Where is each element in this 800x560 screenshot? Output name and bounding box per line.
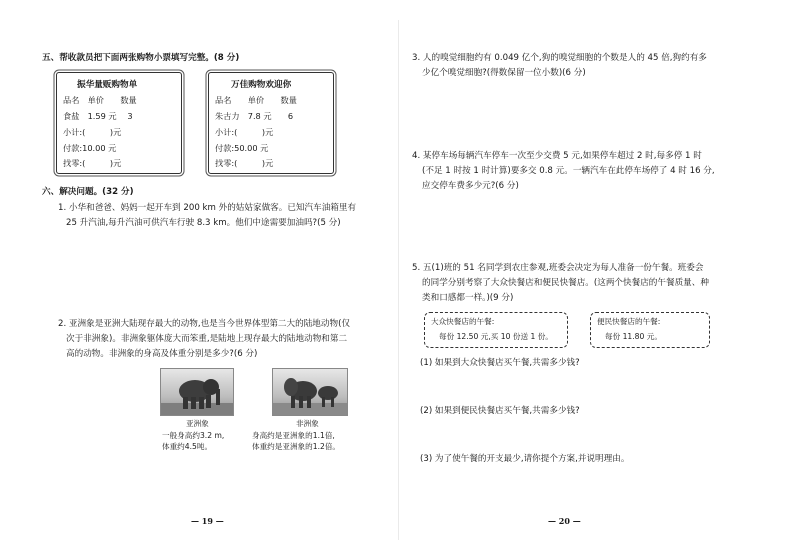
receipt1-line1: 食盐 1.59 元 3 bbox=[63, 111, 133, 121]
receipt1-payment: 付款:10.00 元 bbox=[63, 143, 117, 153]
receipt1-header: 品名 单价 数量 bbox=[63, 95, 137, 105]
q5-sub2: (2) 如果到便民快餐店买午餐,共需多少钱? bbox=[420, 406, 580, 416]
q2-line1: 2. 亚洲象是亚洲大陆现存最大的动物,也是当今世界体型第二大的陆地动物(仅 bbox=[58, 319, 351, 329]
q1-line2: 25 升汽油,每升汽油可供汽车行驶 8.3 km。他们中途需要加油吗?(5 分) bbox=[66, 218, 341, 228]
receipt2-payment: 付款:50.00 元 bbox=[215, 143, 269, 153]
q5-line2: 的同学分别考察了大众快餐店和便民快餐店。(这两个快餐店的午餐质量、种 bbox=[422, 278, 709, 288]
asian-elephant-label: 亚洲象 bbox=[186, 419, 209, 428]
section5-title: 五、帮收款员把下面两张购物小票填写完整。(8 分) bbox=[42, 53, 240, 63]
asian-elephant-icon bbox=[161, 369, 233, 415]
asian-elephant-weight: 体重约4.5吨。 bbox=[162, 442, 213, 451]
asian-elephant-photo bbox=[160, 368, 234, 416]
african-elephant-weight: 体重约是亚洲象的1.2倍。 bbox=[252, 442, 341, 451]
receipt-wanjia bbox=[208, 72, 334, 174]
q4-line3: 应交停车费多少元?(6 分) bbox=[422, 181, 519, 191]
q5-line1: 5. 五(1)班的 51 名同学到农庄参观,班委会决定为每人准备一份午餐。班委会 bbox=[412, 263, 704, 273]
african-elephant-icon bbox=[273, 369, 347, 415]
dazhong-canteen-price: 每份 12.50 元,买 10 份送 1 份。 bbox=[439, 332, 553, 341]
receipt-zhenhua bbox=[56, 72, 182, 174]
african-elephant-photo bbox=[272, 368, 348, 416]
q1-line1: 1. 小华和爸爸、妈妈一起开车到 200 km 外的姑姑家做客。已知汽车油箱里有 bbox=[58, 203, 357, 213]
receipt1-title: 振华量贩购物单 bbox=[77, 80, 138, 90]
q2-line2: 次于非洲象)。非洲象躯体庞大而笨重,是陆地上现存最大的陆地动物和第二 bbox=[66, 334, 348, 344]
page-divider bbox=[398, 20, 399, 540]
q4-line2: (不足 1 时按 1 时计算)要多交 0.8 元。一辆汽车在此停车场停了 4 时 16 分, bbox=[422, 166, 715, 176]
receipt2-subtotal: 小计:( )元 bbox=[215, 127, 274, 137]
receipt1-subtotal: 小计:( )元 bbox=[63, 127, 122, 137]
receipt2-header: 品名 单价 数量 bbox=[215, 95, 297, 105]
bianmin-canteen-price: 每份 11.80 元。 bbox=[605, 332, 662, 341]
receipt2-title: 万佳购物欢迎你 bbox=[231, 80, 292, 90]
bianmin-canteen-title: 便民快餐店的午餐: bbox=[597, 317, 661, 326]
q5-sub1: (1) 如果到大众快餐店买午餐,共需多少钱? bbox=[420, 358, 580, 368]
receipt2-line1: 朱古力 7.8 元 6 bbox=[215, 111, 294, 121]
asian-elephant-height: 一般身高约3.2 m, bbox=[162, 431, 225, 440]
q2-line3: 高的动物。非洲象的身高及体重分别是多少?(6 分) bbox=[66, 349, 258, 359]
page-number-right: — 20 — bbox=[548, 516, 581, 526]
african-elephant-height: 身高约是亚洲象的1.1倍, bbox=[252, 431, 335, 440]
bianmin-canteen-box bbox=[590, 312, 710, 348]
q3-line2: 少亿个嗅觉细胞?(得数保留一位小数)(6 分) bbox=[422, 68, 586, 78]
section6-title: 六、解决问题。(32 分) bbox=[42, 187, 134, 197]
q4-line1: 4. 某停车场每辆汽车停车一次至少交费 5 元,如果停车超过 2 时,每多停 1 时 bbox=[412, 151, 702, 161]
african-elephant-label: 非洲象 bbox=[296, 419, 319, 428]
dazhong-canteen-box bbox=[424, 312, 568, 348]
dazhong-canteen-title: 大众快餐店的午餐: bbox=[431, 317, 495, 326]
receipt2-change: 找零:( )元 bbox=[215, 158, 274, 168]
page-number-left: — 19 — bbox=[191, 516, 224, 526]
q5-sub3: (3) 为了使午餐的开支最少,请你提个方案,并说明理由。 bbox=[420, 454, 630, 464]
receipt1-change: 找零:( )元 bbox=[63, 158, 122, 168]
q3-line1: 3. 人的嗅觉细胞约有 0.049 亿个,狗的嗅觉细胞的个数是人的 45 倍,狗约有多 bbox=[412, 53, 707, 63]
q5-line3: 类和口感都一样。)(9 分) bbox=[422, 293, 514, 303]
